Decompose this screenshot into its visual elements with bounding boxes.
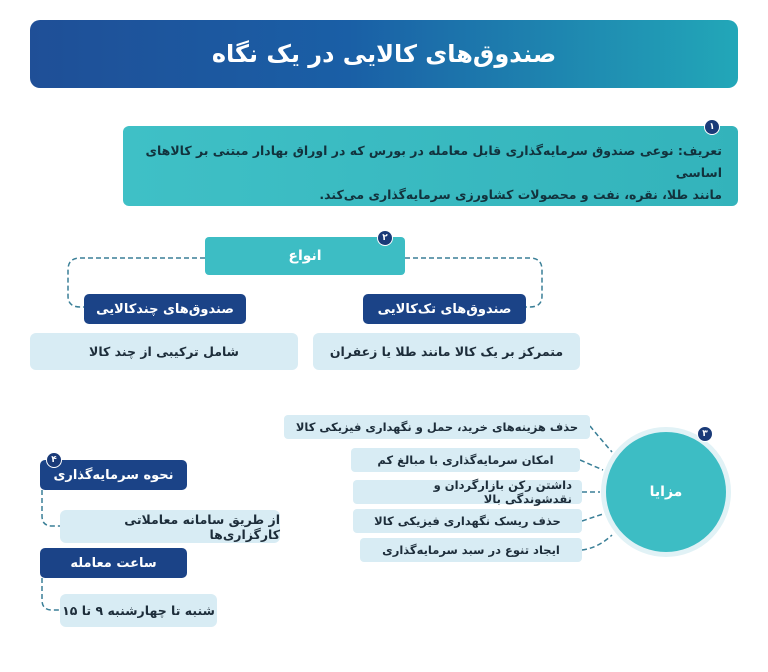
how-to-invest-title: نحوه سرمایه‌گذاری: [53, 467, 174, 483]
advantage-item: [353, 480, 582, 504]
advantage-text: داشتن رکن بازارگردان و نقدشوندگی بالا: [433, 478, 572, 506]
adv-connector-2: [580, 460, 603, 470]
page-title-banner: [30, 20, 738, 88]
advantages-title: مزایا: [649, 484, 683, 500]
how-to-invest-label: [40, 460, 187, 490]
section-number-badge: ۲: [377, 230, 393, 246]
how-to-invest-value: از طریق سامانه معاملاتی کارگزاری‌ها: [124, 511, 280, 542]
advantage-item: [351, 448, 580, 472]
definition-line-2: مانند طلا، نقره، نفت و محصولات کشاورزی سرمایه‌گذاری می‌کند.: [319, 187, 722, 202]
hours-connector: [42, 578, 60, 610]
adv-connector-5: [582, 535, 612, 550]
advantages-circle: [601, 427, 731, 557]
section-number-badge: ۳: [697, 426, 713, 442]
trading-hours-label: [40, 548, 187, 578]
advantage-item: [284, 415, 590, 439]
advantage-text: حذف ریسک نگهداری فیزیکی کالا: [374, 514, 561, 528]
advantage-text: ایجاد تنوع در سبد سرمایه‌گذاری: [382, 543, 560, 557]
advantage-text: امکان سرمایه‌گذاری با مبالغ کم: [377, 453, 554, 467]
advantage-item: [353, 509, 582, 533]
type-description-single-commodity: [313, 333, 580, 370]
type-label-multi-commodity: [84, 294, 246, 324]
types-title: انواع: [288, 248, 322, 264]
types-title-box: [205, 237, 405, 275]
section-number-badge: ۴: [46, 452, 62, 468]
type-description-text: متمرکز بر یک کالا مانند طلا یا زعفران: [329, 344, 564, 359]
how-connector: [42, 490, 60, 526]
definition-box: [123, 126, 738, 206]
type-description-multi-commodity: [30, 333, 298, 370]
advantage-item: [360, 538, 582, 562]
type-label-text: صندوق‌های تک‌کالایی: [377, 301, 512, 317]
adv-connector-1: [590, 426, 612, 452]
adv-connector-4: [582, 514, 603, 521]
section-number-badge: ۱: [704, 119, 720, 135]
type-label-single-commodity: [363, 294, 526, 324]
page-title: صندوق‌های کالایی در یک نگاه: [211, 40, 557, 68]
trading-hours-title: ساعت معامله: [70, 555, 157, 571]
type-label-text: صندوق‌های چندکالایی: [96, 301, 234, 317]
trading-hours-value-box: [60, 594, 217, 627]
type-description-text: شامل ترکیبی از چند کالا: [89, 344, 239, 359]
definition-line-1: تعریف: نوعی صندوق سرمایه‌گذاری قابل معامله در بورس که در اوراق بهادار مبتنی بر کالاهای اساسی: [145, 143, 722, 180]
trading-hours-value: شنبه تا چهارشنبه ۹ تا ۱۵: [62, 603, 215, 618]
advantage-text: حذف هزینه‌های خرید، حمل و نگهداری فیزیکی کالا: [295, 420, 579, 434]
how-to-invest-value-box: [60, 510, 280, 543]
